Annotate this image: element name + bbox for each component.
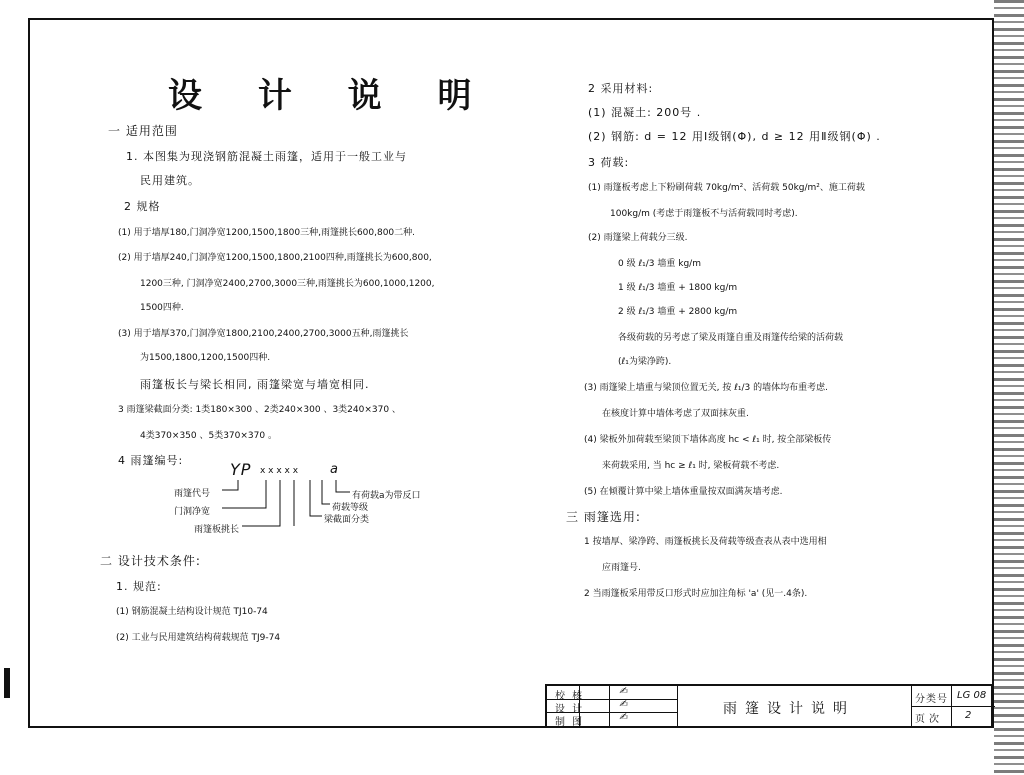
para-s3-1a: 1 按墙厚、梁净跨、雨篷板挑长及荷载等级查表从表中选用相 — [584, 537, 827, 547]
para-r3a2: 100kg/m (考虑于雨篷板不与活荷载同时考虑). — [610, 209, 798, 219]
para-r3e: (5) 在倾覆计算中梁上墙体重量按双面满灰墙考虑. — [584, 487, 783, 497]
label-code-name: 雨篷代号 — [174, 489, 211, 499]
grade-2: 2 级 ℓ₁/3 墙重 + 2800 kg/m — [618, 307, 738, 317]
tb-col-divider-3 — [677, 686, 678, 726]
title-block — [545, 684, 993, 728]
para-r2b: (2) 钢筋: d = 12 用Ⅰ级钢(Φ), d ≥ 12 用Ⅱ级钢(Φ) . — [588, 130, 881, 143]
para-r3b: (2) 雨篷梁上荷载分三级. — [588, 233, 688, 243]
tb-row-divider-3 — [911, 706, 995, 707]
page-title: 设 计 说 明 — [168, 76, 494, 116]
grade-note-1: 各级荷载的另考虑了梁及雨篷自重及雨篷传给梁的活荷载 — [618, 333, 844, 343]
para-2-4: 雨篷板长与梁长相同, 雨篷梁宽与墙宽相同. — [140, 378, 370, 391]
para-r3d1: (4) 梁板外加荷载至梁顶下墙体高度 hc < ℓ₁ 时, 按全部梁板传 — [584, 435, 832, 445]
para-4: 4 雨篷编号: — [118, 454, 184, 467]
para-r3a1: (1) 雨篷板考虑上下粉刷荷载 70kg/m²、活荷载 50kg/m²、施工荷载 — [588, 183, 865, 193]
para-1b: 民用建筑。 — [140, 174, 200, 187]
para-s2-1b: (2) 工业与民用建筑结构荷载规范 TJ9-74 — [116, 633, 281, 643]
section-3-heading: 三 雨篷选用: — [566, 510, 641, 524]
tb-page-value: 2 — [965, 710, 972, 721]
label-load-grade: 荷载等级 — [332, 503, 369, 513]
signature-design: ✍︎ — [619, 699, 628, 710]
tb-class-value: LG 08 — [957, 690, 987, 701]
signature-check: ✍︎ — [619, 686, 628, 697]
label-reverse-lip: 有荷载a为带反口 — [352, 491, 421, 501]
para-2-1: (1) 用于墙厚180,门洞净宽1200,1500,1800三种,雨篷挑长600,800二种. — [118, 228, 416, 238]
code-prefix: YP — [230, 460, 252, 479]
grade-0: 0 级 ℓ₁/3 墙重 kg/m — [618, 259, 701, 269]
para-r3c2: 在核度计算中墙体考虑了双面抹灰重. — [602, 409, 749, 419]
numbering-diagram — [170, 460, 470, 550]
tb-role-draw: 制 图 — [555, 717, 585, 728]
tb-col-divider-2 — [609, 686, 610, 726]
code-suffix: a — [330, 462, 339, 477]
grade-note-2: (ℓ₁为梁净跨). — [618, 357, 672, 367]
para-3a: 3 雨篷梁截面分类: 1类180×300 、2类240×300 、3类240×370 、 — [118, 405, 401, 415]
para-s2-1a: (1) 钢筋混凝土结构设计规范 TJ10-74 — [116, 607, 268, 617]
tb-role-design: 设 计 — [555, 704, 585, 715]
signature-draw: ✍︎ — [619, 712, 628, 723]
para-r3: 3 荷载: — [588, 156, 630, 169]
para-r3c1: (3) 雨篷梁上墙重与梁顶位置无关, 按 ℓ₁/3 的墙体均布重考虑. — [584, 383, 828, 393]
tb-class-label: 分类号 — [915, 694, 948, 705]
para-r2a: (1) 混凝土: 200号 . — [588, 106, 702, 119]
tb-sheet-title: 雨篷设计说明 — [723, 701, 855, 717]
diagram-leader-lines — [170, 460, 470, 550]
tb-col-divider-4 — [911, 686, 912, 726]
para-s3-2: 2 当雨篷板采用带反口形式时应加注角标 'a' (见一.4条). — [584, 589, 808, 599]
section-1-heading: 一 适用范围 — [108, 124, 178, 138]
para-r2: 2 采用材料: — [588, 82, 654, 95]
scan-edge-noise — [994, 0, 1024, 775]
para-2-2a: (2) 用于墙厚240,门洞净宽1200,1500,1800,2100四种,雨篷挑长为600,800, — [118, 253, 432, 263]
para-2-2b: 1200三种, 门洞净宽2400,2700,3000三种,雨篷挑长为600,1000,1200, — [140, 279, 435, 289]
label-canopy-length: 雨篷板挑长 — [194, 525, 240, 535]
para-2: 2 规格 — [124, 200, 161, 213]
label-door-width: 门洞净宽 — [174, 507, 211, 517]
para-r3d2: 来荷载采用, 当 hc ≥ ℓ₁ 时, 梁板荷载不考虑. — [602, 461, 780, 471]
para-2-2c: 1500四种. — [140, 303, 184, 313]
tb-page-label: 页次 — [915, 714, 943, 725]
para-1a: 1. 本图集为现浇钢筋混凝土雨篷，适用于一般工业与 — [126, 150, 407, 163]
binding-mark — [4, 668, 10, 698]
para-2-3a: (3) 用于墙厚370,门洞净宽1800,2100,2400,2700,3000五种,雨篷挑长 — [118, 329, 409, 339]
section-2-heading: 二 设计技术条件: — [100, 554, 201, 568]
para-s3-1b: 应雨篷号. — [602, 563, 641, 573]
para-2-3b: 为1500,1800,1200,1500四种. — [140, 353, 271, 363]
grade-1: 1 级 ℓ₁/3 墙重 + 1800 kg/m — [618, 283, 738, 293]
label-beam-section: 梁截面分类 — [324, 515, 370, 525]
tb-col-divider-5 — [951, 686, 952, 726]
tb-role-check: 校 核 — [555, 691, 585, 702]
para-s2-1: 1. 规范: — [116, 580, 162, 593]
para-3b: 4类370×350 、5类370×370 。 — [140, 431, 277, 441]
code-tail: x x x x x — [260, 466, 299, 476]
